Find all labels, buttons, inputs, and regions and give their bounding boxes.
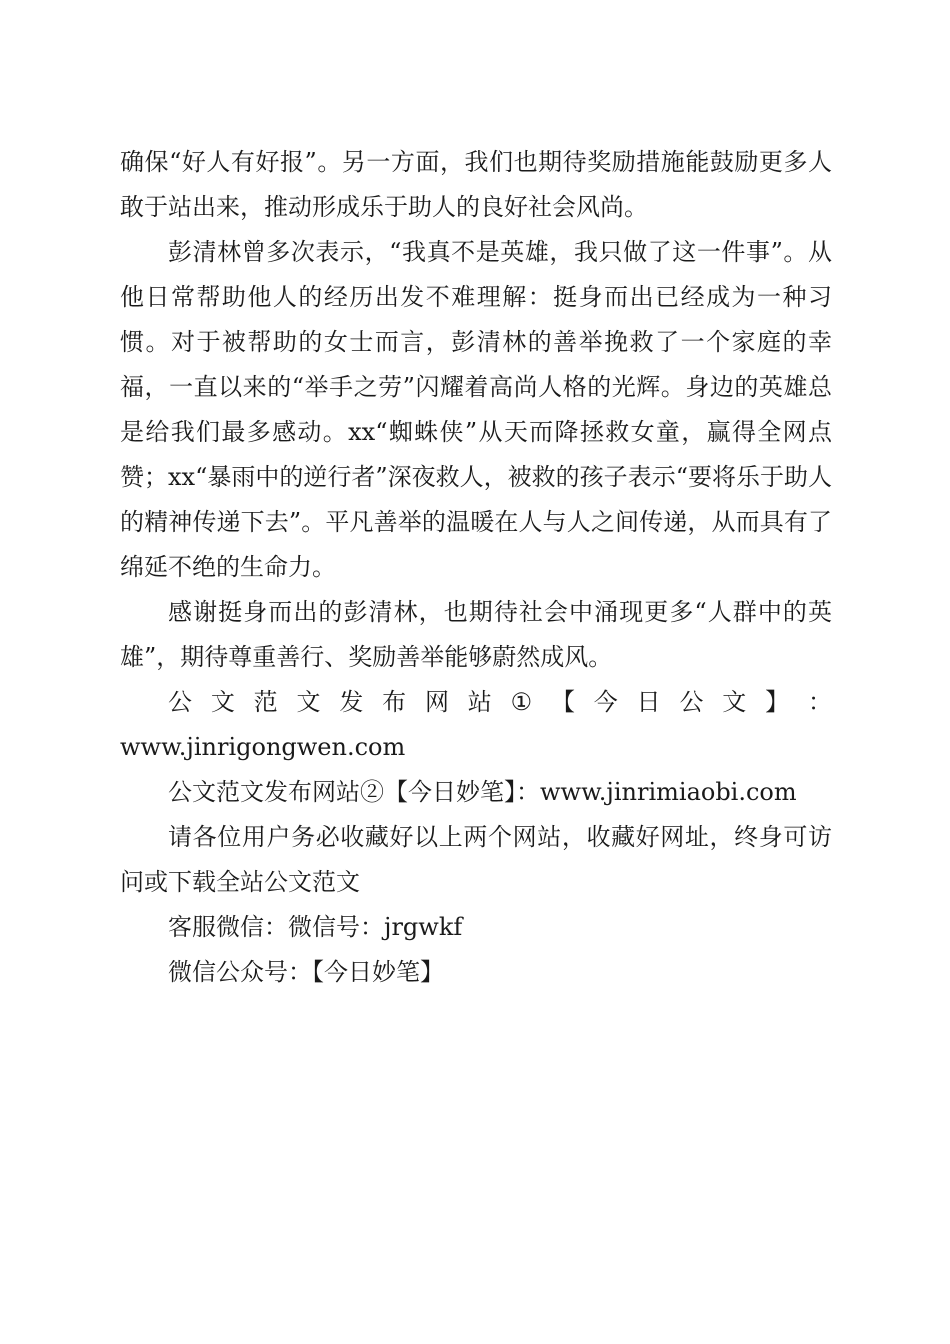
site1-label bbox=[120, 680, 832, 725]
paragraph-3: 感谢挺身而出的彭清林，也期待社会中涌现更多“人群中的英雄”，期待尊重善行、奖励善举能够蔚然成风。 bbox=[120, 598, 832, 671]
site1-label-char: 文 bbox=[722, 688, 747, 716]
notice-text: 请各位用户务必收藏好以上两个网站，收藏好网址，终身可访问或下载全站公文范文 bbox=[120, 823, 832, 896]
site1-label-char: 】 bbox=[765, 688, 790, 716]
site1-label-char: 网 bbox=[424, 688, 449, 716]
site1-label-char: 今 bbox=[593, 688, 618, 716]
paragraph-2: 彭清林曾多次表示，“我真不是英雄，我只做了这一件事”。从他日常帮助他人的经历出发不难理解：挺身而出已经成为一种习惯。对于被帮助的女士而言，彭清林的善举挽救了一个家庭的幸福，一直以来的“举手之劳”闪耀着高尚人格的光辉。身边的英雄总是给我们最多感动。xx“蜘蛛侠”从天而降拯救女童，赢得全网点赞；xx“暴雨中的逆行者”深夜救人，被救的孩子表示“要将乐于助人的精神传递下去”。平凡善举的温暖在人与人之间传递，从而具有了绵延不绝的生命力。 bbox=[120, 238, 832, 581]
site1-label-char: ： bbox=[807, 688, 832, 716]
site1-label-char: 公 bbox=[679, 688, 704, 716]
official-account: 微信公众号：【今日妙笔】 bbox=[168, 958, 444, 986]
service-wechat: 客服微信：微信号：jrgwkf bbox=[168, 913, 463, 941]
site1-label-char: 文 bbox=[296, 688, 321, 716]
site1-label-char: 发 bbox=[339, 688, 364, 716]
site1-label-char: ① bbox=[510, 688, 533, 716]
site1-label-char: 【 bbox=[550, 688, 575, 716]
site1-label-char: 布 bbox=[382, 688, 407, 716]
document-body bbox=[120, 140, 832, 995]
site1-label-char: 文 bbox=[210, 688, 235, 716]
site1-label-char: 站 bbox=[467, 688, 492, 716]
paragraph-1: 确保“好人有好报”。另一方面，我们也期待奖励措施能鼓励更多人敢于站出来，推动形成乐于助人的良好社会风尚。 bbox=[120, 148, 832, 221]
site1-label-char: 日 bbox=[636, 688, 661, 716]
site1-label-char: 范 bbox=[253, 688, 278, 716]
site1-label-char: 公 bbox=[168, 688, 192, 716]
site2-line[interactable]: 公文范文发布网站②【今日妙笔】：www.jinrimiaobi.com bbox=[168, 778, 797, 806]
site1-url[interactable]: www.jinrigongwen.com bbox=[120, 733, 406, 761]
